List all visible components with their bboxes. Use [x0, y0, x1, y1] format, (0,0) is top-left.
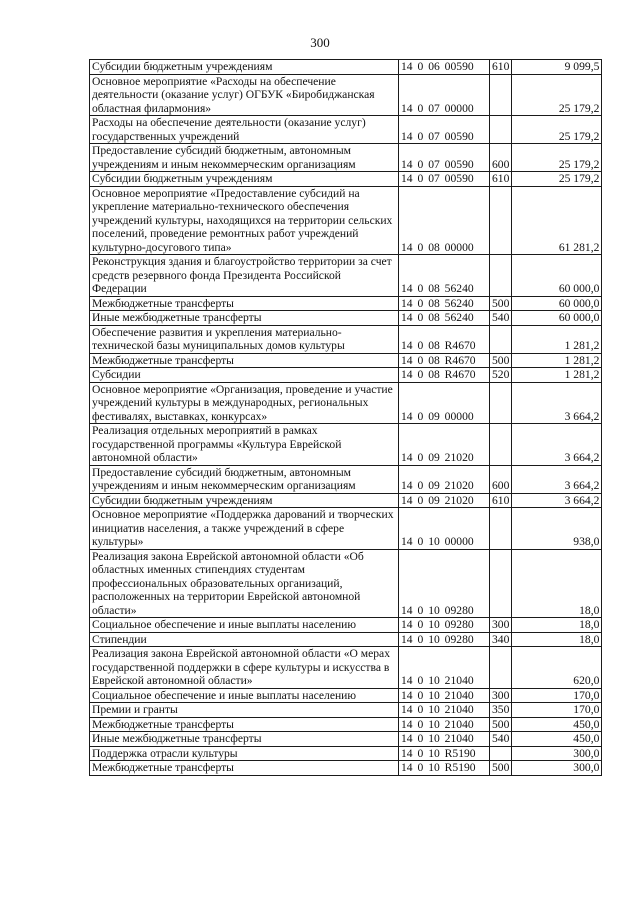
row-expense-type-cell: 500 [490, 296, 512, 311]
row-name-cell: Основное мероприятие «Поддержка дарований и творческих инициатив населения, а также учреждений в сфере культуры» [90, 508, 399, 550]
table-row [90, 74, 602, 116]
row-code-cell: 14 0 08 56240 [399, 255, 490, 297]
table-row [90, 296, 602, 311]
row-name-cell: Иные межбюджетные трансферты [90, 311, 399, 326]
row-amount-cell: 25 179,2 [512, 74, 602, 116]
row-amount-cell: 60 000,0 [512, 296, 602, 311]
row-expense-type-cell: 540 [490, 311, 512, 326]
table-row [90, 325, 602, 353]
page-number: 300 [310, 35, 330, 50]
row-name-cell: Основное мероприятие «Расходы на обеспечение деятельности (оказание услуг) ОГБУК «Биробиджанская областная филармония» [90, 74, 399, 116]
row-amount-cell: 170,0 [512, 688, 602, 703]
row-name-cell: Поддержка отрасли культуры [90, 746, 399, 761]
row-code-cell: 14 0 06 00590 [399, 60, 490, 75]
row-amount-cell: 300,0 [512, 761, 602, 776]
row-amount-cell: 938,0 [512, 508, 602, 550]
row-code-cell: 14 0 10 21040 [399, 688, 490, 703]
row-amount-cell: 60 000,0 [512, 311, 602, 326]
row-name-cell: Реализация закона Еврейской автономной области «Об областных именных стипендиях студентам профессиональных образовательных организаций, расположенных на территории Еврейской автономной области» [90, 549, 399, 618]
row-name-cell: Субсидии бюджетным учреждениям [90, 172, 399, 187]
row-name-cell: Обеспечение развития и укрепления материально-технической базы муниципальных домов культуры [90, 325, 399, 353]
row-amount-cell: 170,0 [512, 703, 602, 718]
row-code-cell: 14 0 10 21040 [399, 647, 490, 689]
row-code-cell: 14 0 10 09280 [399, 618, 490, 633]
row-code-cell: 14 0 10 09280 [399, 549, 490, 618]
row-name-cell: Межбюджетные трансферты [90, 717, 399, 732]
row-amount-cell: 1 281,2 [512, 353, 602, 368]
table-row [90, 632, 602, 647]
row-amount-cell: 1 281,2 [512, 325, 602, 353]
table-row [90, 717, 602, 732]
row-code-cell: 14 0 10 21040 [399, 717, 490, 732]
row-name-cell: Субсидии бюджетным учреждениям [90, 60, 399, 75]
row-amount-cell: 300,0 [512, 746, 602, 761]
row-name-cell: Межбюджетные трансферты [90, 296, 399, 311]
row-amount-cell: 9 099,5 [512, 60, 602, 75]
row-amount-cell: 3 664,2 [512, 493, 602, 508]
table-row [90, 746, 602, 761]
table-row [90, 144, 602, 172]
row-code-cell: 14 0 09 21020 [399, 493, 490, 508]
row-code-cell: 14 0 07 00000 [399, 74, 490, 116]
row-name-cell: Социальное обеспечение и иные выплаты населению [90, 688, 399, 703]
row-amount-cell: 450,0 [512, 717, 602, 732]
table-row [90, 647, 602, 689]
row-expense-type-cell [490, 647, 512, 689]
row-code-cell: 14 0 08 R4670 [399, 368, 490, 383]
row-code-cell: 14 0 08 56240 [399, 296, 490, 311]
row-expense-type-cell: 540 [490, 732, 512, 747]
row-amount-cell: 25 179,2 [512, 144, 602, 172]
row-expense-type-cell [490, 325, 512, 353]
row-code-cell: 14 0 09 00000 [399, 382, 490, 424]
table-row [90, 311, 602, 326]
table-row [90, 465, 602, 493]
budget-table [89, 59, 602, 776]
row-expense-type-cell [490, 424, 512, 466]
row-code-cell: 14 0 10 21040 [399, 732, 490, 747]
row-expense-type-cell: 350 [490, 703, 512, 718]
row-amount-cell: 3 664,2 [512, 382, 602, 424]
table-row [90, 761, 602, 776]
row-code-cell: 14 0 10 21040 [399, 703, 490, 718]
row-amount-cell: 18,0 [512, 549, 602, 618]
row-code-cell: 14 0 08 00000 [399, 186, 490, 255]
row-expense-type-cell: 600 [490, 465, 512, 493]
row-code-cell: 14 0 10 R5190 [399, 761, 490, 776]
row-expense-type-cell: 520 [490, 368, 512, 383]
row-amount-cell: 25 179,2 [512, 116, 602, 144]
row-amount-cell: 3 664,2 [512, 424, 602, 466]
row-code-cell: 14 0 09 21020 [399, 424, 490, 466]
row-expense-type-cell: 500 [490, 717, 512, 732]
row-expense-type-cell: 600 [490, 144, 512, 172]
row-name-cell: Иные межбюджетные трансферты [90, 732, 399, 747]
row-expense-type-cell: 340 [490, 632, 512, 647]
row-amount-cell: 450,0 [512, 732, 602, 747]
row-code-cell: 14 0 09 21020 [399, 465, 490, 493]
row-amount-cell: 1 281,2 [512, 368, 602, 383]
row-expense-type-cell: 610 [490, 493, 512, 508]
table-row [90, 382, 602, 424]
row-amount-cell: 18,0 [512, 632, 602, 647]
table-row [90, 618, 602, 633]
row-amount-cell: 3 664,2 [512, 465, 602, 493]
table-row [90, 368, 602, 383]
row-expense-type-cell [490, 508, 512, 550]
row-expense-type-cell: 500 [490, 353, 512, 368]
table-row [90, 60, 602, 75]
row-expense-type-cell [490, 382, 512, 424]
row-name-cell: Субсидии [90, 368, 399, 383]
row-code-cell: 14 0 07 00590 [399, 144, 490, 172]
row-code-cell: 14 0 08 R4670 [399, 353, 490, 368]
row-name-cell: Стипендии [90, 632, 399, 647]
row-name-cell: Предоставление субсидий бюджетным, автономным учреждениям и иным некоммерческим организациям [90, 144, 399, 172]
table-row [90, 549, 602, 618]
row-expense-type-cell [490, 116, 512, 144]
row-amount-cell: 25 179,2 [512, 172, 602, 187]
row-amount-cell: 18,0 [512, 618, 602, 633]
row-amount-cell: 61 281,2 [512, 186, 602, 255]
row-name-cell: Субсидии бюджетным учреждениям [90, 493, 399, 508]
row-expense-type-cell: 610 [490, 172, 512, 187]
row-name-cell: Основное мероприятие «Организация, проведение и участие учреждений культуры в международных, региональных фестивалях, выставках, конкурсах» [90, 382, 399, 424]
row-expense-type-cell: 610 [490, 60, 512, 75]
row-code-cell: 14 0 10 09280 [399, 632, 490, 647]
row-name-cell: Предоставление субсидий бюджетным, автономным учреждениям и иным некоммерческим организациям [90, 465, 399, 493]
table-row [90, 424, 602, 466]
budget-table-body [90, 60, 602, 776]
table-row [90, 116, 602, 144]
row-expense-type-cell [490, 186, 512, 255]
row-amount-cell: 60 000,0 [512, 255, 602, 297]
table-row [90, 688, 602, 703]
table-row [90, 732, 602, 747]
row-amount-cell: 620,0 [512, 647, 602, 689]
row-name-cell: Социальное обеспечение и иные выплаты населению [90, 618, 399, 633]
row-code-cell: 14 0 10 00000 [399, 508, 490, 550]
row-name-cell: Реализация закона Еврейской автономной области «О мерах государственной поддержки в сфере культуры и искусства в Еврейской автономной области» [90, 647, 399, 689]
row-code-cell: 14 0 08 56240 [399, 311, 490, 326]
table-row [90, 186, 602, 255]
table-row [90, 508, 602, 550]
row-name-cell: Основное мероприятие «Предоставление субсидий на укрепление материально-технического обеспечения учреждений культуры, находящихся на территории сельских поселений, проведение ремонтных работ учреждений культурно-досугового типа» [90, 186, 399, 255]
table-row [90, 703, 602, 718]
table-row [90, 255, 602, 297]
row-name-cell: Реконструкция здания и благоустройство территории за счет средств резервного фонда Президента Российской Федерации [90, 255, 399, 297]
table-row [90, 493, 602, 508]
row-name-cell: Реализация отдельных мероприятий в рамках государственной программы «Культура Еврейской автономной области» [90, 424, 399, 466]
row-name-cell: Премии и гранты [90, 703, 399, 718]
row-code-cell: 14 0 10 R5190 [399, 746, 490, 761]
row-expense-type-cell [490, 746, 512, 761]
row-code-cell: 14 0 07 00590 [399, 116, 490, 144]
row-expense-type-cell: 500 [490, 761, 512, 776]
row-expense-type-cell [490, 549, 512, 618]
row-expense-type-cell: 300 [490, 618, 512, 633]
row-expense-type-cell: 300 [490, 688, 512, 703]
row-name-cell: Расходы на обеспечение деятельности (оказание услуг) государственных учреждений [90, 116, 399, 144]
row-expense-type-cell [490, 74, 512, 116]
row-name-cell: Межбюджетные трансферты [90, 761, 399, 776]
table-row [90, 353, 602, 368]
row-expense-type-cell [490, 255, 512, 297]
row-code-cell: 14 0 07 00590 [399, 172, 490, 187]
row-name-cell: Межбюджетные трансферты [90, 353, 399, 368]
row-code-cell: 14 0 08 R4670 [399, 325, 490, 353]
table-row [90, 172, 602, 187]
